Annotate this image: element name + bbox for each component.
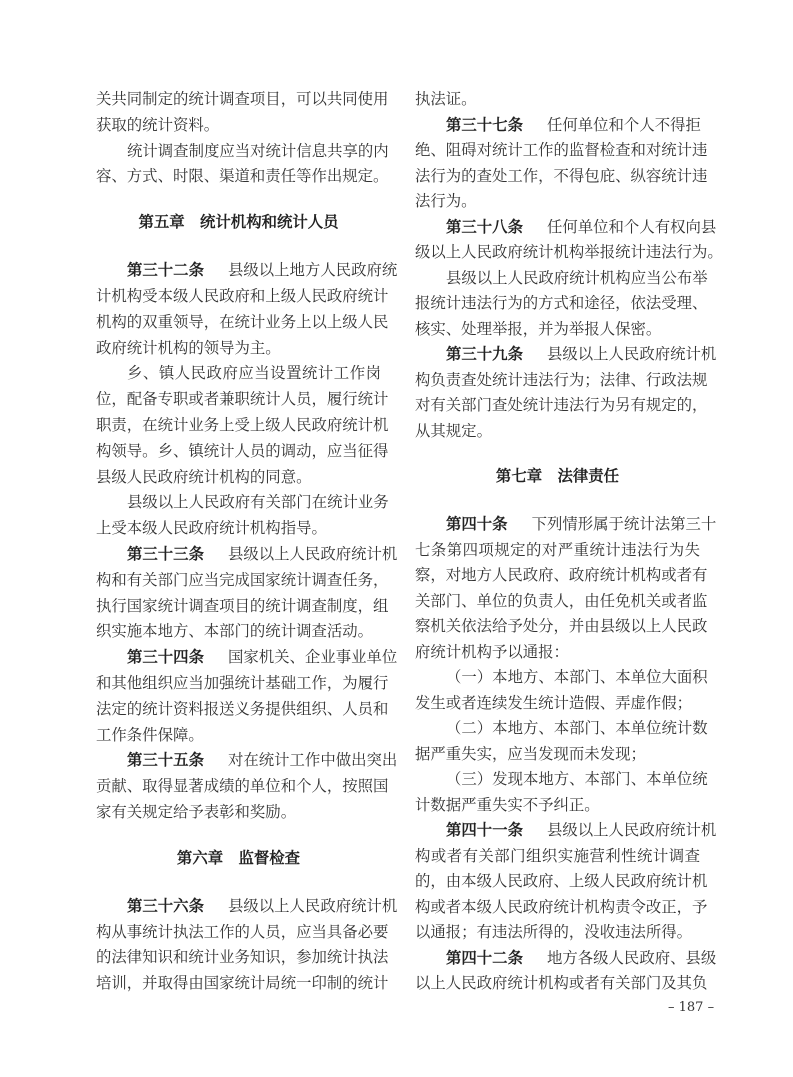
paragraph-line (96, 258, 398, 284)
paragraph-line: 家有关规定给予表彰和奖励。 (96, 802, 297, 821)
article-number: 第三十二条 (127, 261, 204, 280)
article-paragraph (415, 215, 723, 266)
paragraph (415, 87, 700, 113)
line-text: 县级以上人民政府统计机 (546, 821, 717, 839)
line-text: 对在统计工作中做出突出 (227, 751, 398, 770)
paragraph-line: 的，由本级人民政府、上级人民政府统计机 (415, 872, 708, 890)
paragraph-line: 位，配备专职或者兼职统计人员，履行统计 (96, 390, 389, 409)
paragraph-line: 法行为的查处工作，不得包庇、纵容统计违 (415, 166, 708, 185)
article-paragraph (415, 512, 717, 665)
paragraph-line (415, 342, 717, 368)
right-column (415, 87, 723, 997)
paragraph-line: 计数据严重失实不予纠正。 (415, 795, 600, 814)
paragraph (415, 665, 708, 716)
paragraph-line: 据严重失实，应当发现而未发现； (415, 744, 646, 763)
paragraph-line: 察机关依法给予处分，并由县级以上人民政 (415, 617, 708, 635)
paragraph (415, 266, 708, 343)
line-text: 县级以上人民政府统计机 (546, 345, 717, 363)
page-number: – 187 – (668, 1000, 715, 1015)
paragraph-line: 报统计违法行为的方式和途径，依法受理、 (415, 294, 708, 312)
paragraph-line: 法行为。 (415, 192, 477, 210)
paragraph-line: 构或者本级人民政府统计机构责令改正，予 (415, 897, 708, 916)
paragraph-line: 级以上人民政府统计机构举报统计违法行为。 (415, 243, 723, 261)
paragraph-line (415, 946, 717, 972)
paragraph-line: 构从事统计执法工作的人员，应当具备必要 (96, 922, 389, 941)
paragraph-line: 从其规定。 (415, 421, 492, 440)
paragraph-line: 工作条件保障。 (96, 725, 204, 744)
article-paragraph (415, 113, 708, 215)
article-number: 第三十八条 (446, 217, 523, 236)
paragraph-line: 统计调查制度应当对统计信息共享的内 (127, 141, 389, 160)
article-number: 第三十五条 (127, 751, 204, 770)
article-paragraph (415, 946, 717, 997)
paragraph-line: 政府统计机构的领导为主。 (96, 338, 281, 357)
paragraph-line (415, 215, 717, 241)
paragraph-line: 七条第四项规定的对严重统计违法行为失 (415, 540, 700, 559)
paragraph (96, 87, 389, 139)
paragraph-line: 机构的双重领导，在统计业务上以上级人民 (96, 312, 389, 331)
paragraph-line: 和其他组织应当加强统计基础工作，为履行 (96, 673, 389, 692)
paragraph-line: 县级以上人民政府统计机构应当公布举 (446, 268, 708, 287)
paragraph-line: 乡、镇人民政府应当设置统计工作岗 (127, 364, 381, 383)
line-text: 县级以上人民政府统计机 (227, 896, 398, 915)
paragraph (415, 716, 708, 767)
article-paragraph (96, 542, 398, 645)
paragraph-line: 执行国家统计调查项目的统计调查制度，组 (96, 596, 389, 615)
paragraph-line: 关共同制定的统计调查项目，可以共同使用 (96, 90, 389, 108)
article-number: 第三十九条 (446, 345, 523, 363)
article-number: 第三十七条 (446, 115, 523, 134)
paragraph-line: 对有关部门查处统计违法行为另有规定的， (415, 396, 708, 414)
paragraph-line (415, 113, 700, 139)
article-number: 第四十条 (446, 515, 508, 533)
paragraph-line: （一）本地方、本部门、本单位大面积 (446, 668, 708, 686)
paragraph-line: 织实施本地方、本部门的统计调查活动。 (96, 622, 374, 641)
paragraph-line: 察，对地方人民政府、政府统计机构或者有 (415, 566, 708, 584)
article-number: 第四十二条 (446, 948, 523, 967)
line-text: 任何单位和个人有权向县 (546, 217, 717, 236)
paragraph-line (96, 894, 398, 920)
article-paragraph (96, 894, 398, 997)
paragraph-line: 构或者有关部门组织实施营利性统计调查 (415, 846, 700, 865)
article-paragraph (415, 818, 717, 946)
line-text: 下列情形属于统计法第三十 (531, 515, 717, 533)
paragraph-line: 职责，在统计业务上受上级人民政府统计机 (96, 415, 389, 434)
left-column (96, 87, 398, 997)
article-paragraph (96, 748, 398, 825)
paragraph-line: 贡献、取得显著成绩的单位和个人，按照国 (96, 777, 389, 796)
article-number: 第三十三条 (127, 544, 204, 563)
paragraph-line: （二）本地方、本部门、本单位统计数 (446, 719, 708, 737)
paragraph-line: 构和有关部门应当完成国家统计调查任务， (96, 570, 389, 589)
paragraph-line: 县级以上人民政府有关部门在统计业务 (127, 493, 389, 512)
paragraph-line (96, 542, 398, 568)
article-paragraph (96, 645, 398, 748)
paragraph-line (96, 748, 398, 774)
paragraph-line: 发生或者连续发生统计造假、弄虚作假； (415, 693, 693, 712)
paragraph (96, 490, 389, 542)
line-text: 地方各级人民政府、县级 (546, 948, 717, 967)
paragraph-line: 法定的统计资料报送义务提供组织、人员和 (96, 699, 389, 718)
paragraph-line: 以上人民政府统计机构或者有关部门及其负 (415, 974, 708, 992)
paragraph-line: （三）发现本地方、本部门、本单位统 (446, 770, 708, 788)
paragraph-line: 关部门、单位的负责人，由任免机关或者监 (415, 591, 708, 610)
paragraph-line: 县级人民政府统计机构的同意。 (96, 467, 312, 486)
chapter-heading: 第五章 统计机构和统计人员 (138, 213, 339, 232)
chapter-heading: 第七章 法律责任 (495, 467, 620, 485)
paragraph-line: 计机构受本级人民政府和上级人民政府统计 (96, 286, 389, 305)
paragraph-line: 构负责查处统计违法行为；法律、行政法规 (415, 370, 708, 389)
article-paragraph (415, 342, 717, 444)
article-number: 第三十四条 (127, 648, 204, 667)
paragraph-line: 培训，并取得由国家统计局统一印制的统计 (96, 974, 389, 993)
paragraph (415, 767, 708, 818)
paragraph-line: 府统计机构予以通报： (415, 642, 569, 661)
article-number: 第三十六条 (127, 896, 204, 915)
paragraph-line (415, 818, 717, 844)
line-text: 县级以上地方人民政府统 (227, 261, 398, 280)
line-text: 任何单位和个人不得拒 (546, 115, 701, 134)
article-paragraph (96, 258, 398, 361)
paragraph-line: 以通报；有违法所得的，没收违法所得。 (415, 923, 693, 941)
paragraph-line: 容、方式、时限、渠道和责任等作出规定。 (96, 167, 389, 186)
paragraph-line: 的法律知识和统计业务知识，参加统计执法 (96, 948, 389, 967)
paragraph-line: 执法证。 (415, 90, 477, 108)
article-number: 第四十一条 (446, 821, 523, 839)
paragraph-line: 上受本级人民政府统计机构指导。 (96, 519, 327, 538)
paragraph (96, 139, 389, 191)
chapter-heading: 第六章 监督检查 (176, 848, 301, 867)
paragraph-line (415, 512, 717, 538)
paragraph-line: 获取的统计资料。 (96, 115, 220, 134)
paragraph-line: 构领导。乡、镇统计人员的调动，应当征得 (96, 441, 389, 460)
paragraph-line (96, 645, 398, 671)
line-text: 国家机关、企业事业单位 (227, 648, 398, 667)
line-text: 县级以上人民政府统计机 (227, 544, 398, 563)
paragraph-line: 核实、处理举报，并为举报人保密。 (415, 319, 662, 338)
paragraph-line: 绝、阻碍对统计工作的监督检查和对统计违 (415, 141, 708, 159)
paragraph (96, 361, 389, 490)
